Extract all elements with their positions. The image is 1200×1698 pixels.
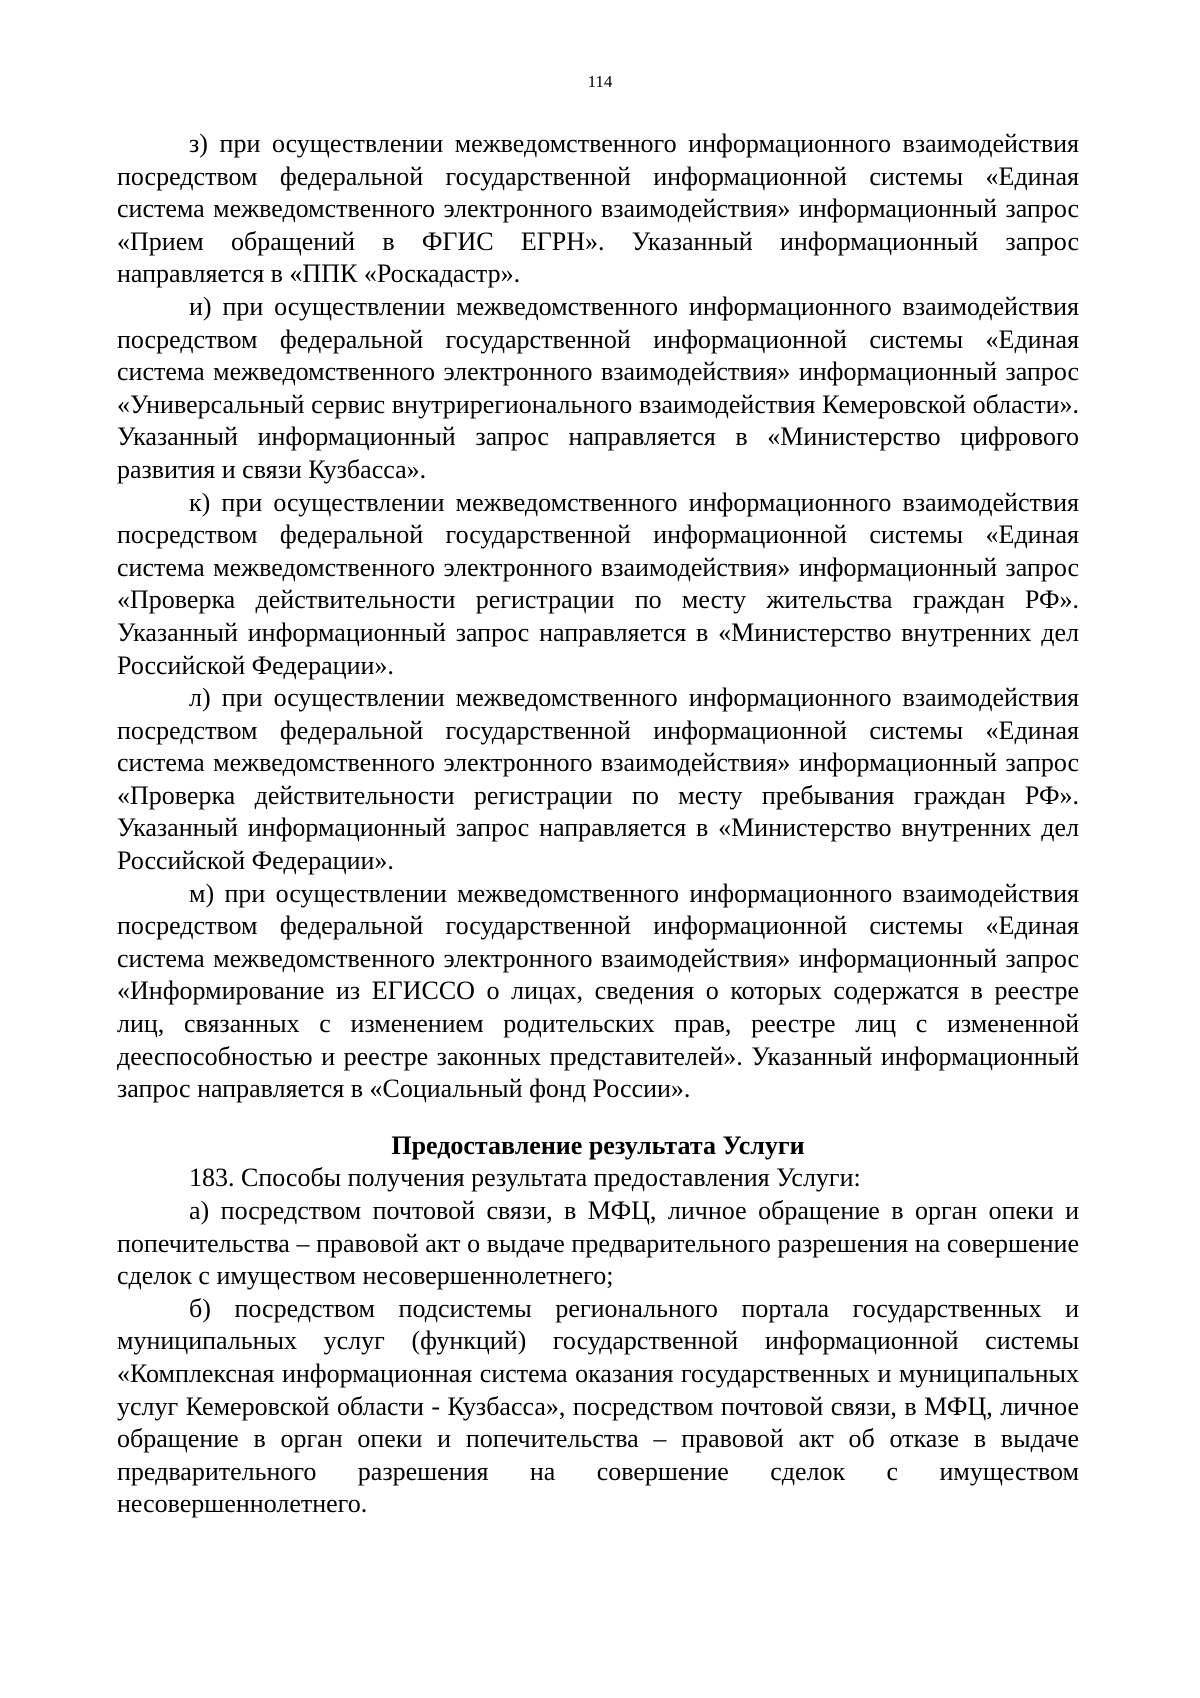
document-body	[117, 128, 1079, 1521]
paragraph-l: л) при осуществлении межведомственного информационного взаимодействия посредством федеральной государственной информационной системы «Единая система межведомственного электронного взаимодействия» информационный запрос «Проверка действительности регистрации по месту пребывания граждан РФ». Указанный информационный запрос направляется в «Министерство внутренних дел Российской Федерации».	[117, 683, 1079, 876]
paragraph-b: б) посредством подсистемы регионального портала государственных и муниципальных услуг (функций) государственной информационной системы «Комплексная информационная система оказания государственных и муниципальных услуг Кемеровской области - Кузбасса», посредством почтовой связи, в МФЦ, личное обращение в орган опеки и попечительства – правовой акт об отказе в выдаче предварительного разрешения на совершение сделок с имуществом несовершеннолетнего.	[117, 1293, 1079, 1519]
section-heading: Предоставление результата Услуги	[391, 1130, 805, 1160]
paragraph-k: к) при осуществлении межведомственного информационного взаимодействия посредством федеральной государственной информационной системы «Единая система межведомственного электронного взаимодействия» информационный запрос «Проверка действительности регистрации по месту жительства граждан РФ». Указанный информационный запрос направляется в «Министерство внутренних дел Российской Федерации».	[117, 487, 1079, 680]
paragraph-m: м) при осуществлении межведомственного информационного взаимодействия посредством федеральной государственной информационной системы «Единая система межведомственного электронного взаимодействия» информационный запрос «Информирование из ЕГИССО о лицах, сведения о которых содержатся в реестре лиц, связанных с изменением родительских прав, реестре лиц с измененной дееспособностью и реестре законных представителей». Указанный информационный запрос направляется в «Социальный фонд России».	[117, 878, 1079, 1104]
paragraph-183: 183. Способы получения результата предоставления Услуги:	[189, 1163, 861, 1193]
paragraph-z: з) при осуществлении межведомственного информационного взаимодействия посредством федеральной государственной информационной системы «Единая система межведомственного электронного взаимодействия» информационный запрос «Прием обращений в ФГИС ЕГРН». Указанный информационный запрос направляется в «ППК «Роскадастр».	[117, 129, 1079, 289]
paragraph-i: и) при осуществлении межведомственного информационного взаимодействия посредством федеральной государственной информационной системы «Единая система межведомственного электронного взаимодействия» информационный запрос «Универсальный сервис внутрирегионального взаимодействия Кемеровской области». Указанный информационный запрос направляется в «Министерство цифрового развития и связи Кузбасса».	[117, 291, 1079, 484]
page-number: 114	[587, 72, 613, 91]
paragraph-a: а) посредством почтовой связи, в МФЦ, личное обращение в орган опеки и попечительства – правовой акт о выдаче предварительного разрешения на совершение сделок с имуществом несовершеннолетнего;	[117, 1196, 1079, 1291]
